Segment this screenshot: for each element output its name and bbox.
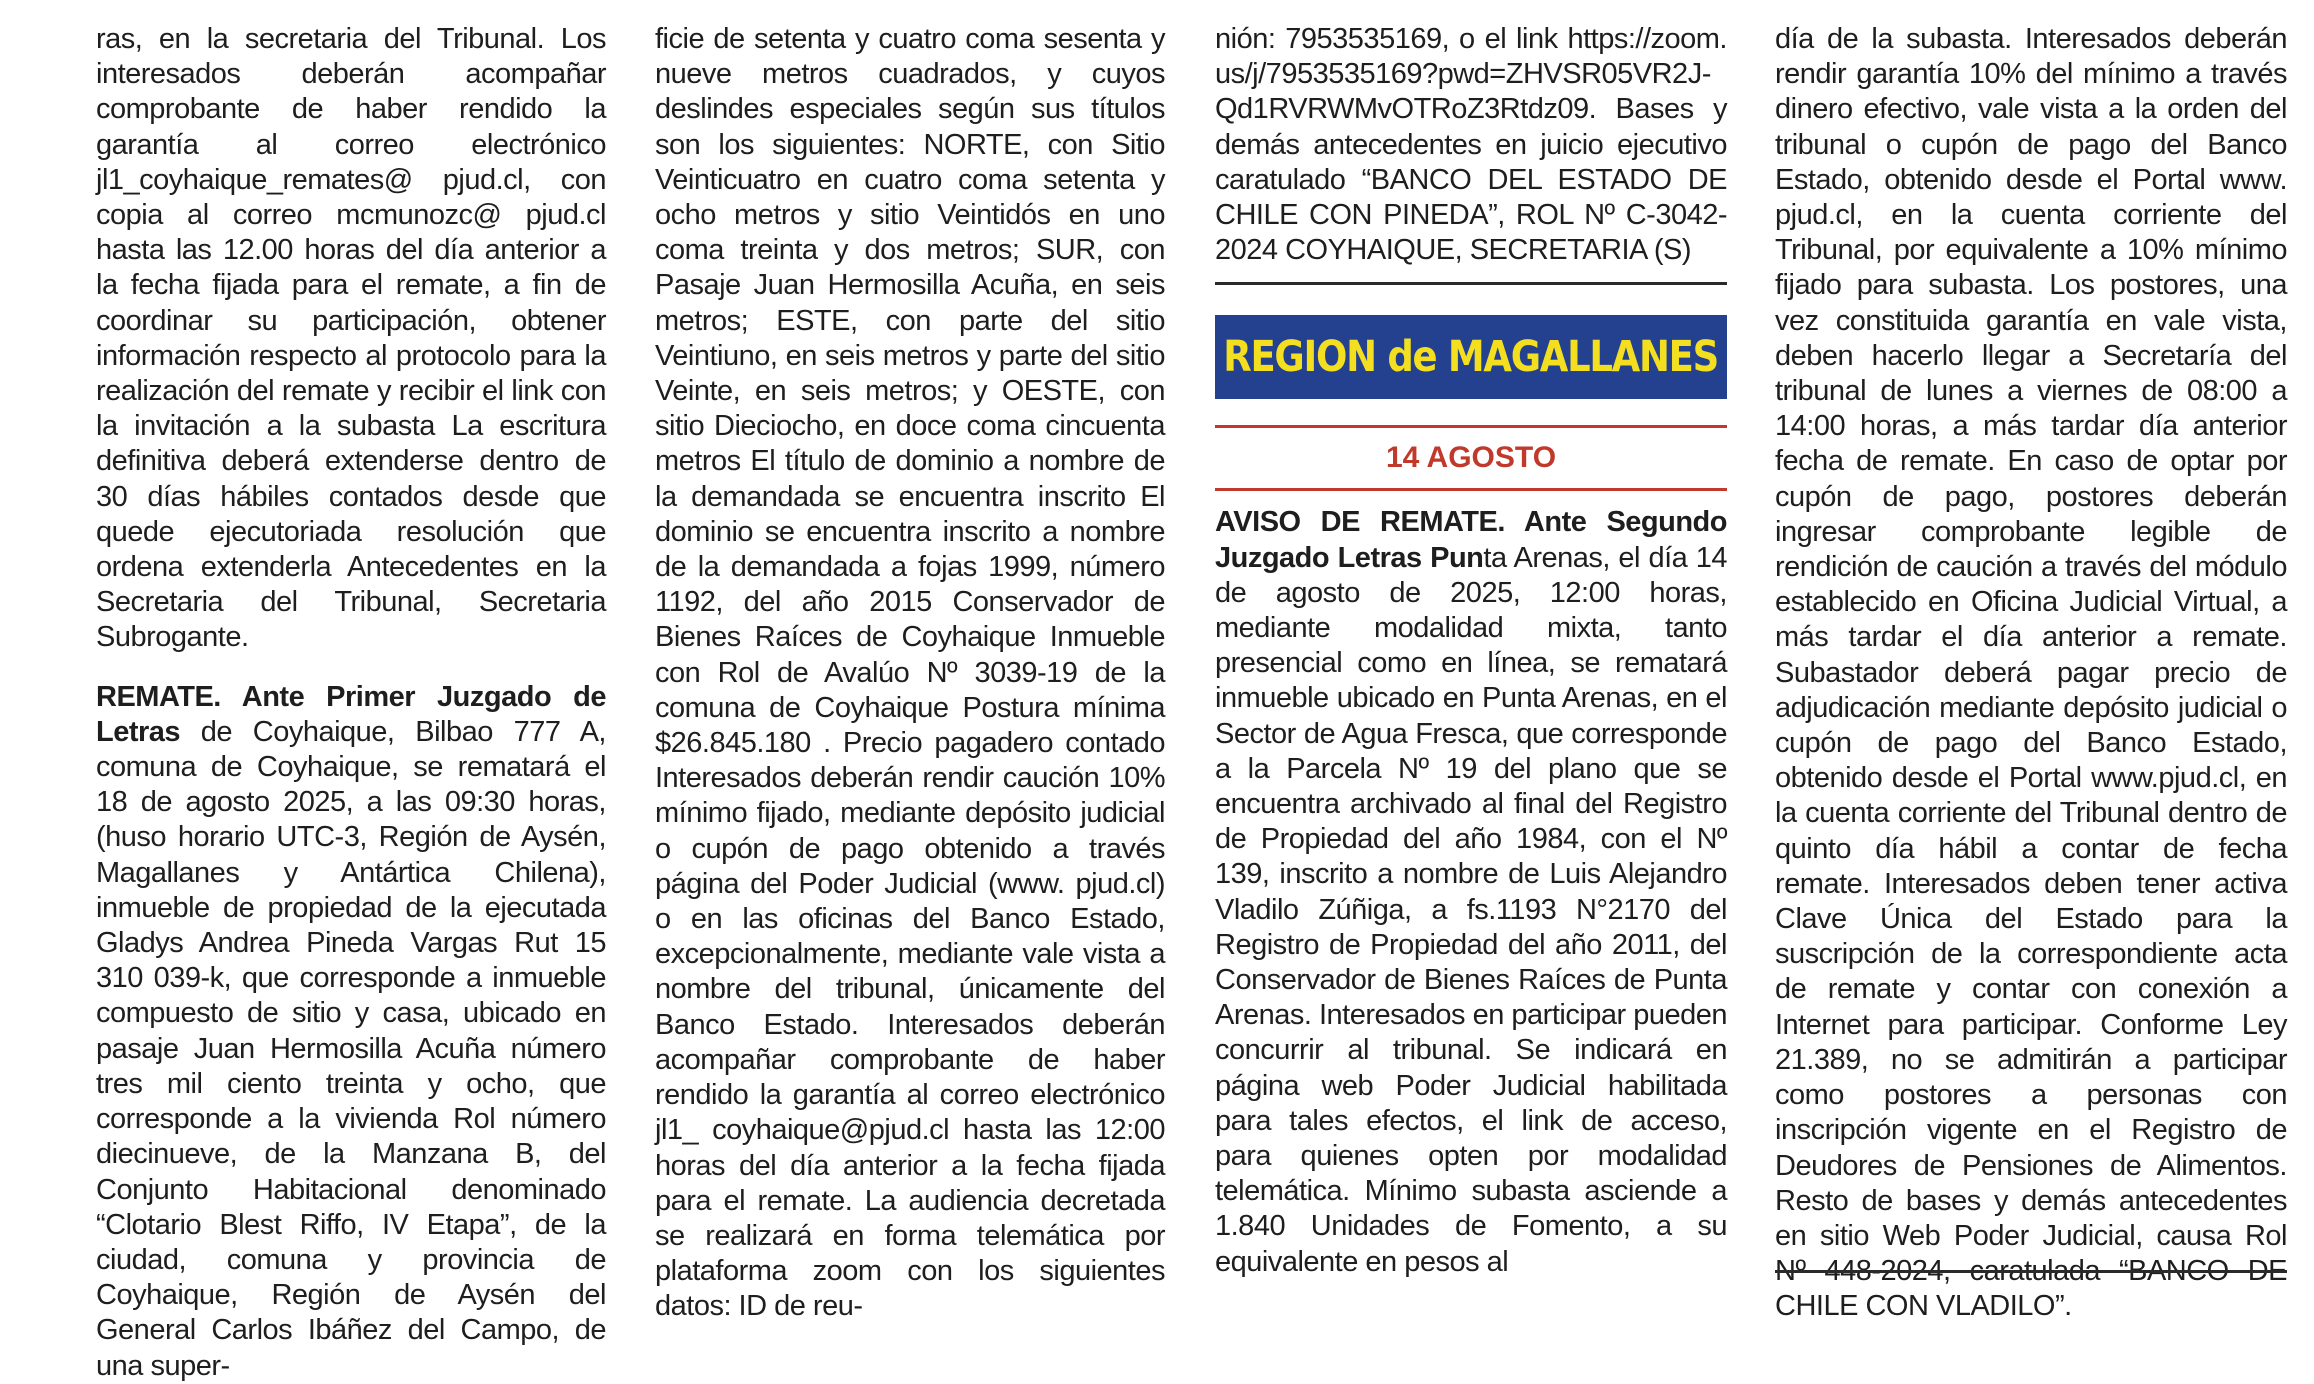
column-end-divider xyxy=(1775,1270,2287,1273)
notice-lead: AVISO DE REMATE. Ante Segundo Juzgado Letras Pun xyxy=(1215,506,1727,574)
date-heading: 14 AGOSTO xyxy=(1385,441,1557,475)
notice-continuation-paragraph: ras, en la secretaria del Tribunal. Los interesados deberán acompañar comprobante de haber rendido la garantía al correo electrónico jl1_coyhaique_remates@ pjud.cl, con copia al correo mcmunozc@ pjud.cl hasta las 12.00 horas del día anterior a la fecha fijada para el remate, a fin de coordinar su participación, obtener información respecto al protocolo para la realización del remate y recibir el link con la invitación a la subasta La escritura definitiva deberá extenderse dentro de 30 días hábiles contados desde que quede ejecutoriada resolución que ordena extenderla Antecedentes en la Secretaria del Tribunal, Secretaria Subrogante. xyxy=(96,23,606,654)
column-3 xyxy=(1215,22,1727,1280)
column-2 xyxy=(655,22,1165,1325)
notice-continuation-paragraph: nión: 7953535169, o el link https://zoom. us/j/7953535169?pwd=ZHVSR05VR2J-Qd1RVRWMvOTRoZ3Rtdz09. Bases y demás antecedentes en juicio ejecutivo caratulado “BANCO DEL ESTADO DE CHILE CON PINEDA”, ROL Nº C-3042-2024 COYHAIQUE, SECRETARIA (S) xyxy=(1215,23,1727,267)
section-divider xyxy=(1215,282,1727,285)
notice-body: de Coyhaique, Bilbao 777 A, comuna de Coyhaique, se rematará el 18 de agosto 2025, a las 09:30 horas, (huso horario UTC-3, Región de Aysén, Magallanes y Antártica Chilena), inmueble de propiedad de la ejecutada Gladys Andrea Pineda Vargas Rut 15 310 039-k, que corresponde a inmueble compuesto de sitio y casa, ubicado en pasaje Juan Hermosilla Acuña número tres mil ciento treinta y ocho, que corresponde a la vivienda Rol número diecinueve, de la Manzana B, del Conjunto Habitacional denominado “Clotario Blest Riffo, IV Etapa”, de la ciudad, comuna y provincia de Coyhaique, Región de Aysén del General Carlos Ibáñez del Campo, de una super- xyxy=(96,715,606,1382)
aviso-remate-notice-magallanes xyxy=(1215,505,1727,1279)
notice-continuation-paragraph: ficie de setenta y cuatro coma sesenta y nueve metros cuadrados, y cuyos deslindes especiales según sus títulos son los siguientes: NORTE, con Sitio Veinticuatro en cuatro coma setenta y ocho metros y sitio Veintidós en uno coma treinta y dos metros; SUR, con Pasaje Juan Hermosilla Acuña, en seis metros; ESTE, con parte del sitio Veintiuno, en seis metros y parte del sitio Veinte, en seis metros; y OESTE, con sitio Dieciocho, en doce coma cincuenta metros El título de dominio a nombre de la demandada se encuentra inscrito El dominio se encuentra inscrito a nombre de la demandada a fojas 1999, número 1192, del año 2015 Conservador de Bienes Raíces de Coyhaique Inmueble con Rol de Avalúo Nº 3039-19 de la comuna de Coyhaique Postura mínima $26.845.180 . Precio pagadero contado Interesados deberán rendir caución 10% mínimo fijado, mediante depósito judicial o cupón de pago obtenido a través página del Poder Judicial (www. pjud.cl) o en las oficinas del Banco Estado, excepcionalmente, mediante vale vista a nombre del tribunal, únicamente del Banco Estado. Interesados deberán acompañar comprobante de haber rendido la garantía al correo electrónico jl1_ coyhaique@pjud.cl hasta las 12:00 horas del día anterior a la fecha fijada para el remate. La audiencia decretada se realizará en forma telemática por plataforma zoom con los siguientes datos: ID de reu- xyxy=(655,23,1165,1323)
column-1 xyxy=(96,22,606,1384)
notice-continuation-paragraph: día de la subasta. Interesados deberán rendir garantía 10% del mínimo a través dinero efectivo, vale vista a la orden del tribunal o cupón de pago del Banco Estado, obtenido desde el Portal www. pjud.cl, en la cuenta corriente del Tribunal, por equivalente a 10% mínimo fijado para subasta. Los postores, una vez constituida garantía en vale vista, deben hacerlo llegar a Secretaría del tribunal de lunes a viernes de 08:00 a 14:00 horas, a más tardar día anterior fecha de remate. En caso de optar por cupón de pago, postores deberán ingresar comprobante legible de rendición de caución a través del módulo establecido en Oficina Judicial Virtual, a más tardar el día anterior a remate. Subastador deberá pagar precio de adjudicación mediante depósito judicial o cupón de pago del Banco Estado, obtenido desde el Portal www.pjud.cl, en la cuenta corriente del Tribunal dentro de quinto día hábil a contar de fecha remate. Interesados deben tener activa Clave Única del Estado para la suscripción de la correspondiente acta de remate y contar con conexión a Internet para participar. Conforme Ley 21.389, no se admitirán a participar como postores a personas con inscripción vigente en el Registro de Deudores de Pensiones de Alimentos. Resto de bases y demás antecedentes en sitio Web Poder Judicial, causa Rol Nº 448-2024, caratulada “BANCO DE CHILE CON VLADILO”. xyxy=(1775,23,2287,1323)
notice-body: ta Arenas, el día 14 de agosto de 2025, 12:00 horas, mediante modalidad mixta, tanto presencial como en línea, se rematará inmueble ubicado en Punta Arenas, en el Sector de Agua Fresca, que corresponde a la Parcela Nº 19 del plano que se encuentra archivado al final del Registro de Propiedad del año 1984, con el Nº 139, inscrito a nombre de Luis Alejandro Vladilo Zúñiga, a fs.1193 N°2170 del Registro de Propiedad del año 2011, del Conservador de Bienes Raíces de Punta Arenas. Interesados en participar pueden concurrir al tribunal. Se indicará en página web Poder Judicial habilitada para tales efectos, el link de acceso, para quienes opten por modalidad telemática. Mínimo subasta asciende a 1.840 Unidades de Fomento, a su equivalente en pesos al xyxy=(1215,541,1728,1278)
region-banner-title: REGION de MAGALLANES xyxy=(1223,331,1719,382)
remate-notice-coyhaique xyxy=(96,680,606,1384)
date-heading-bottom-rule xyxy=(1215,488,1727,491)
notice-lead: REMATE. Ante Primer Juzgado de Letras xyxy=(96,680,606,748)
region-banner xyxy=(1215,315,1727,399)
column-4 xyxy=(1775,22,2287,1325)
